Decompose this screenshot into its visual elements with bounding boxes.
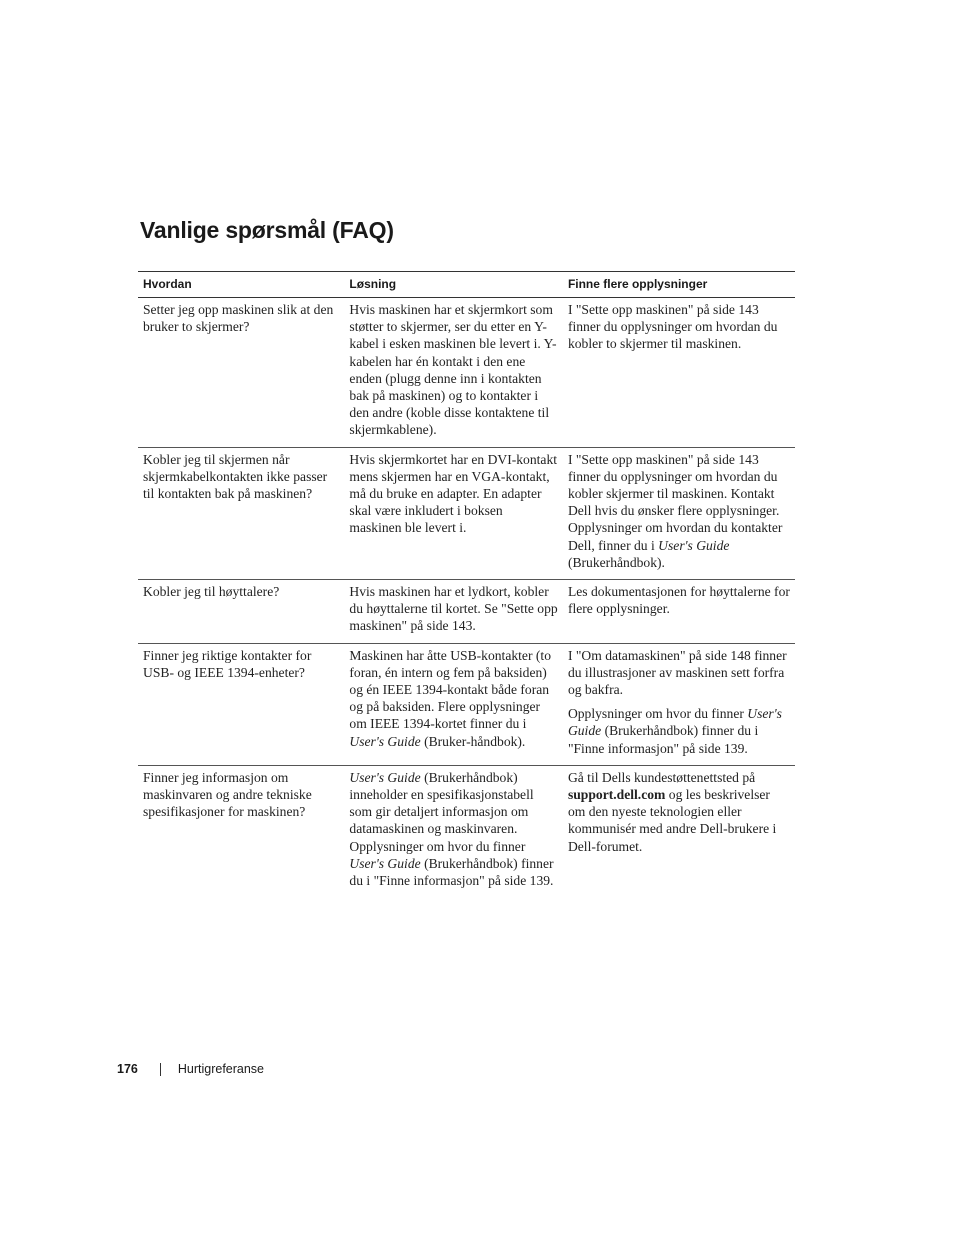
question-cell: Kobler jeg til skjermen når skjermkabelkontakten ikke passer til kontakten bak på maskinen?: [138, 447, 344, 579]
info-paragraph: [568, 705, 790, 757]
faq-table: [138, 271, 795, 897]
info-text: Gå til Dells kundestøttenettsted på: [567, 769, 756, 785]
question-cell: Setter jeg opp maskinen slik at den bruker to skjermer?: [138, 298, 344, 448]
table-row: [138, 298, 795, 448]
users-guide-title: User's Guide: [349, 855, 421, 871]
solution-cell: Hvis maskinen har et lydkort, kobler du høyttalerne til kortet. Se "Sette opp maskinen" på side 143.: [344, 580, 563, 644]
table-header-row: [138, 272, 795, 298]
support-website-link[interactable]: support.dell.com: [567, 787, 666, 803]
section-name: Hurtigreferanse: [177, 1062, 265, 1076]
page-title: Vanlige spørsmål (FAQ): [140, 217, 394, 243]
solution-text: (Brukerhåndbok) finner du i "Finne informasjon" på side 139.: [349, 855, 554, 889]
table-row: [138, 580, 795, 644]
solution-cell: [344, 765, 563, 897]
page-footer: [117, 1062, 264, 1076]
users-guide-title: User's Guide: [658, 537, 730, 553]
footer-divider: [160, 1063, 161, 1076]
info-cell: [563, 447, 795, 579]
users-guide-title: User's Guide: [567, 706, 782, 739]
table-row: [138, 765, 795, 897]
page-number: 176: [117, 1062, 138, 1076]
info-text: (Brukerhåndbok).: [567, 554, 665, 570]
info-cell: [563, 643, 795, 765]
info-cell: [563, 765, 795, 897]
info-cell: Les dokumentasjonen for høyttalerne for flere opplysninger.: [563, 580, 795, 644]
solution-text: Maskinen har åtte USB-kontakter (to foran, én intern og fem på baksiden) og én IEEE 1394-kontakt både foran og på baksiden. Flere opplysninger om IEEE 1394-kortet finner du i: [349, 647, 551, 732]
solution-text: (Brukerhåndbok) inneholder en spesifikasjonstabell som gir detaljert informasjon om datamaskinen og maskinvaren. Opplysninger om hvor du finner: [349, 769, 534, 854]
info-text: (Brukerhåndbok) finner du i "Finne informasjon" på side 139.: [567, 723, 759, 756]
info-cell: I "Sette opp maskinen" på side 143 finner du opplysninger om hvordan du kobler to skjermer til maskinen.: [563, 298, 795, 448]
info-text: og les beskrivelser om den nyeste teknologien eller kommunisér med andre Dell-brukere i Dell-forumet.: [567, 787, 777, 854]
question-cell: Kobler jeg til høyttalere?: [138, 580, 344, 644]
column-header-how: Hvordan: [138, 272, 344, 298]
column-header-more-info: Finne flere opplysninger: [563, 272, 795, 298]
table-row: [138, 447, 795, 579]
users-guide-title: User's Guide: [349, 733, 421, 749]
solution-cell: Hvis maskinen har et skjermkort som støtter to skjermer, ser du etter en Y-kabel i esken maskinen ble levert i. Y-kabelen har én kontakt i den ene enden (plugg denne inn i kontakten bak på maskinen) og to kontakter i den andre (koble disse kontaktene til skjermkablene).: [344, 298, 563, 448]
solution-cell: [344, 643, 563, 765]
solution-text: (Bruker-håndbok).: [424, 733, 526, 749]
table-row: [138, 643, 795, 765]
info-text: Opplysninger om hvor du finner: [567, 706, 744, 722]
info-paragraph: I "Om datamaskinen" på side 148 finner du illustrasjoner av maskinen sett forfra og bakfra.: [567, 647, 787, 698]
users-guide-title: User's Guide: [349, 769, 421, 785]
question-cell: Finner jeg informasjon om maskinvaren og andre tekniske spesifikasjoner for maskinen?: [143, 769, 312, 820]
solution-cell: Hvis skjermkortet har en DVI-kontakt mens skjermen har en VGA-kontakt, må du bruke en adapter. En adapter skal være inkludert i boksen maskinen ble levert i.: [344, 447, 563, 579]
question-cell: Finner jeg riktige kontakter for USB- og IEEE 1394-enheter?: [138, 643, 344, 765]
column-header-solution: Løsning: [344, 272, 563, 298]
info-text: I "Sette opp maskinen" på side 143 finner du opplysninger om hvordan du kobler skjermer til maskinen. Kontakt Dell hvis du ønsker flere opplysninger. Opplysninger om hvordan du kontakter Dell, finner du i: [567, 451, 783, 553]
